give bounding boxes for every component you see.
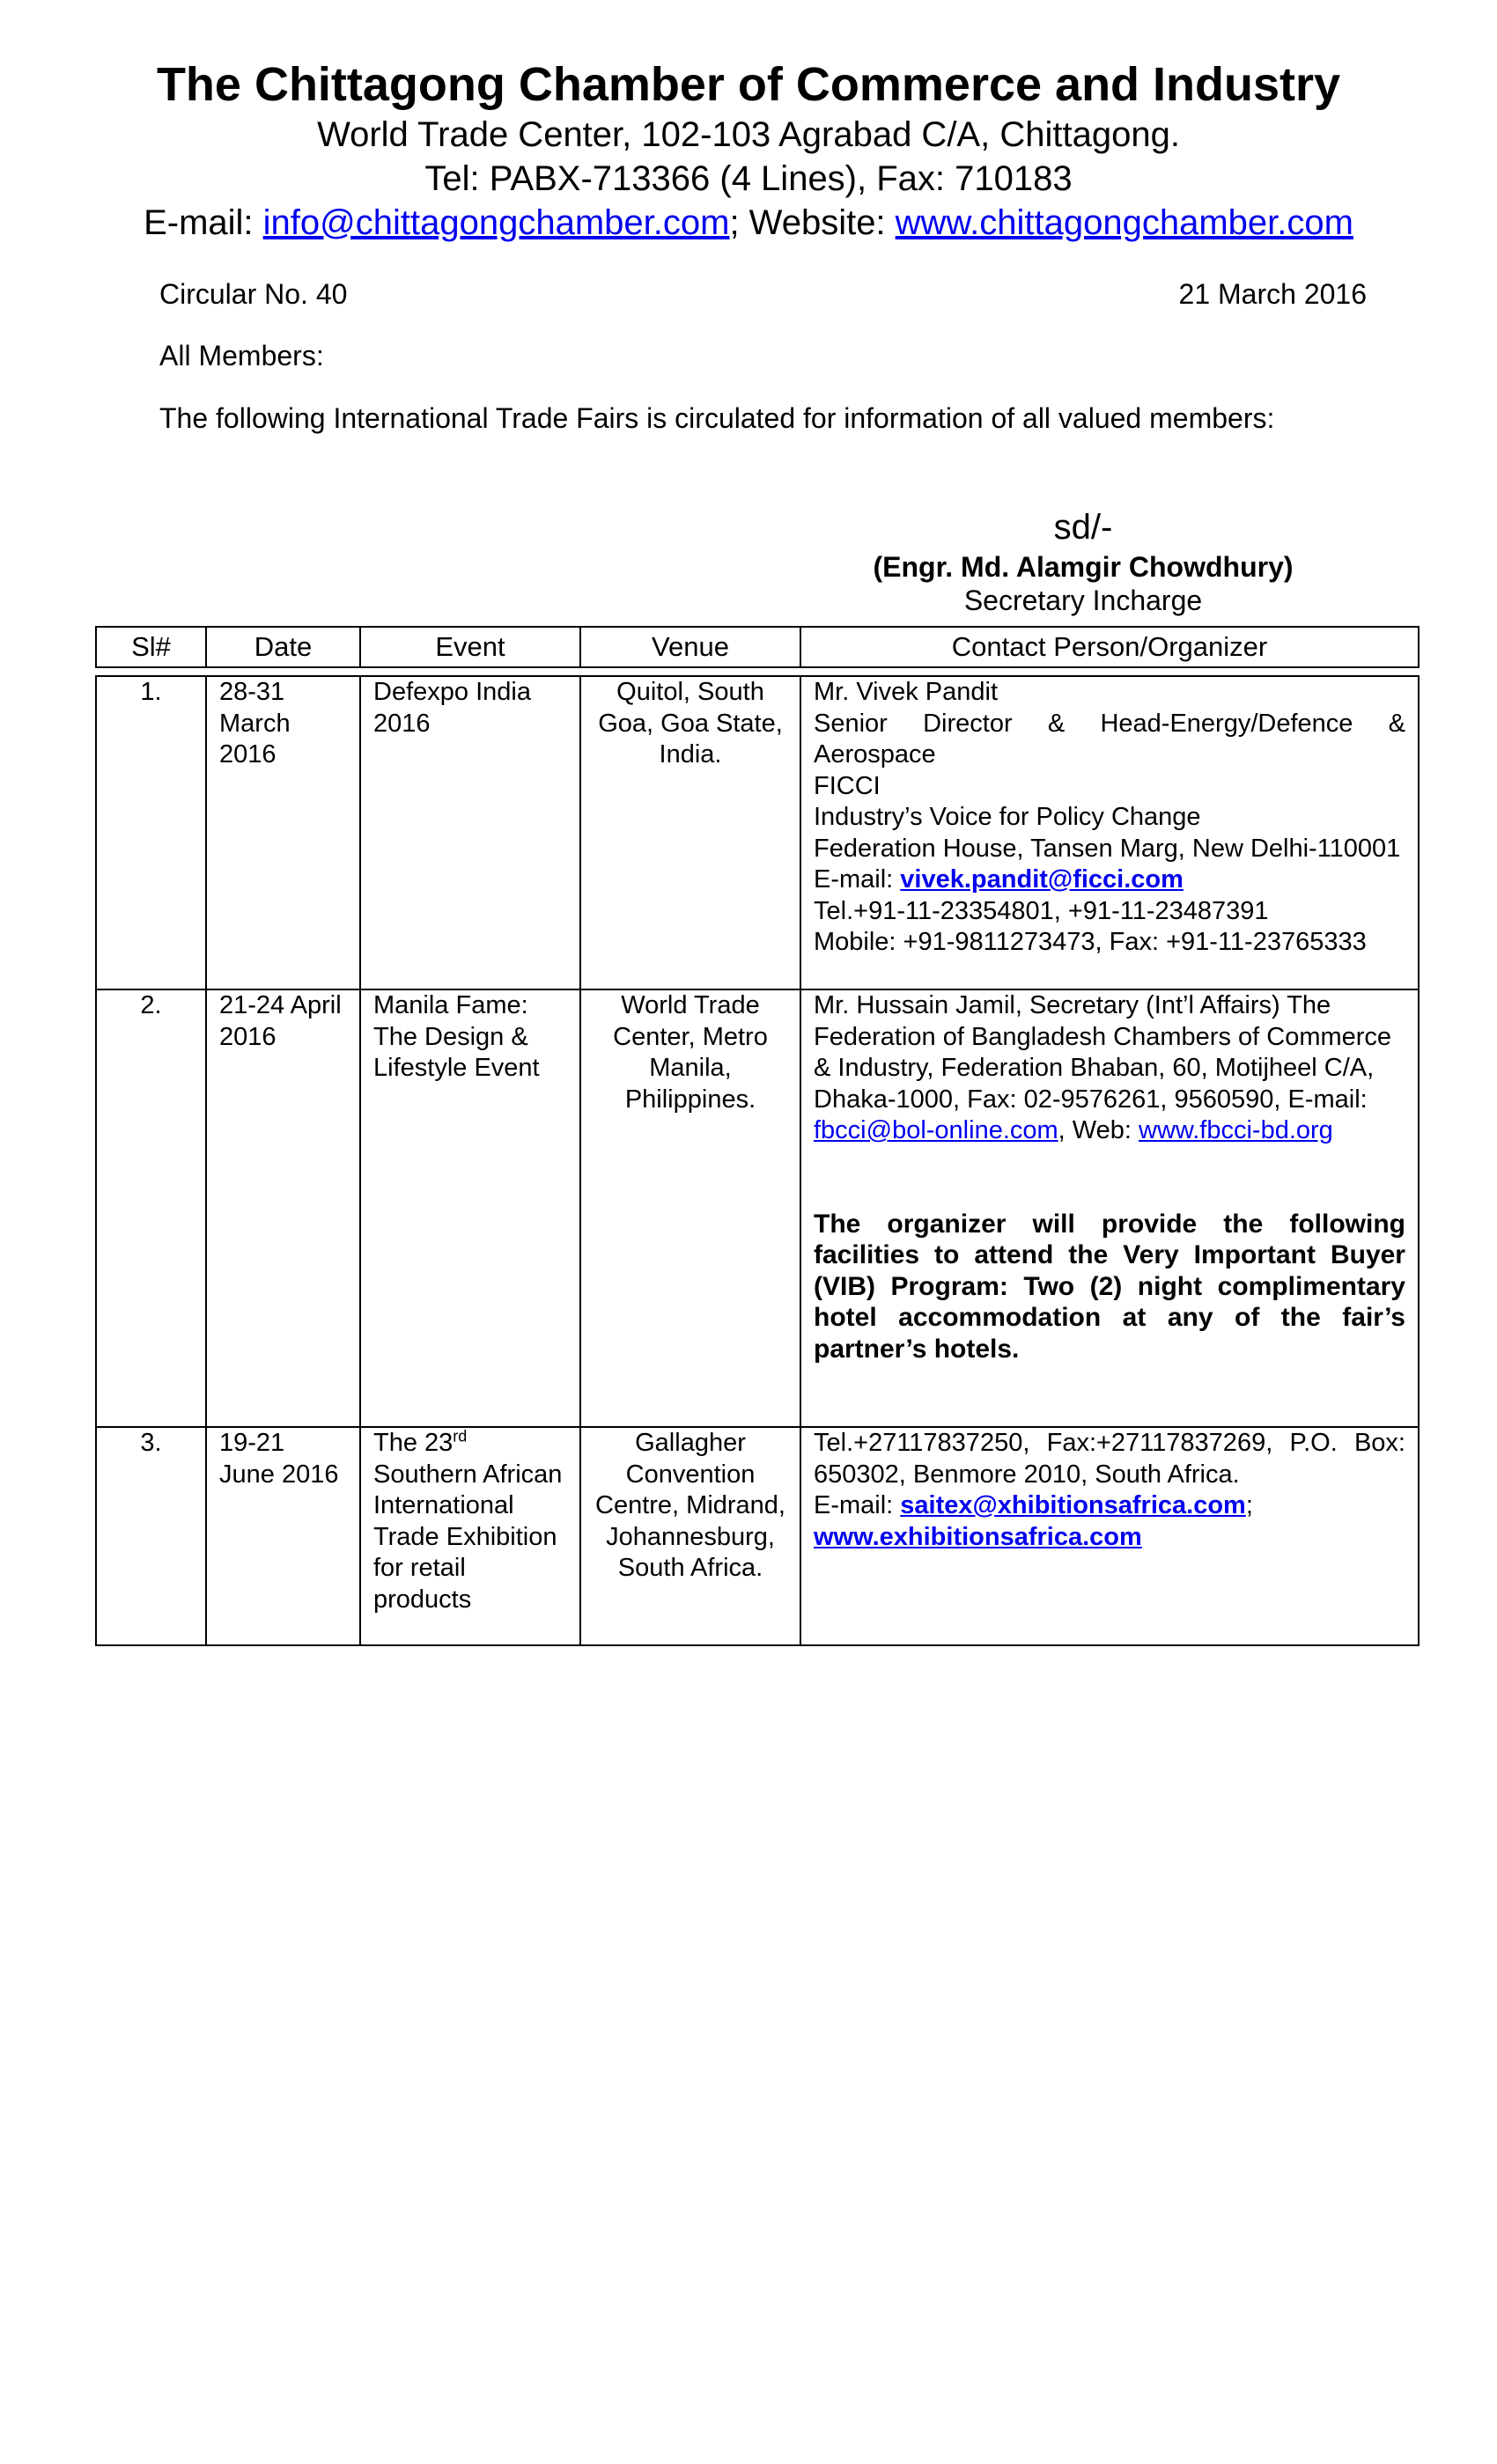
row-event — [360, 1427, 580, 1645]
signatory-name: (Engr. Md. Alamgir Chowdhury) — [873, 551, 1294, 583]
signatory-title: Secretary Incharge — [963, 585, 1203, 616]
contact-email-line — [814, 1490, 1405, 1522]
email-label: E-mail: — [814, 865, 901, 894]
contact-name: Mr. Vivek Pandit — [814, 678, 999, 706]
row-sl: 1. — [96, 676, 206, 989]
table-row — [96, 1427, 1419, 1645]
header-venue: Venue — [580, 627, 800, 667]
organization-phone: Tel: PABX-713366 (4 Lines), Fax: 710183 — [424, 159, 1073, 198]
contact-email-link[interactable]: saitex@xhibitionsafrica.com — [900, 1491, 1246, 1519]
website-label: ; Website: — [729, 203, 896, 242]
circular-number: Circular No. 40 — [159, 278, 348, 310]
contact-tel: Tel.+91-11-23354801, +91-11-23487391 — [814, 896, 1269, 925]
row-venue: Quitol, South Goa, Goa State, India. — [580, 676, 800, 989]
circular-date: 21 March 2016 — [1178, 278, 1367, 310]
header-contact: Contact Person/Organizer — [800, 627, 1419, 667]
event-rest: Southern African International Trade Exhibition for retail products — [373, 1460, 563, 1614]
row-sl: 3. — [96, 1427, 206, 1645]
row-event: Defexpo India 2016 — [360, 676, 580, 989]
row-contact — [800, 989, 1419, 1427]
row-contact — [800, 1427, 1419, 1645]
row-venue: Gallagher Convention Centre, Midrand, Johannesburg, South Africa. — [580, 1427, 800, 1645]
signature-mark: sd/- — [1053, 508, 1113, 547]
contact-email-line — [814, 864, 1405, 896]
contact-email-link[interactable]: fbcci@bol-online.com — [814, 1116, 1058, 1144]
email-label: E-mail: — [144, 203, 263, 242]
intro-text: The following International Trade Fairs is circulated for information of all valued members: — [159, 402, 1275, 434]
organization-name: The Chittagong Chamber of Commerce and Industry — [156, 58, 1341, 111]
organization-address: World Trade Center, 102-103 Agrabad C/A, Chittagong. — [317, 115, 1180, 154]
table-row — [96, 676, 1419, 989]
trade-fairs-table — [95, 626, 1420, 1646]
table-header-row — [96, 627, 1419, 667]
row-date: 21-24 April 2016 — [206, 989, 360, 1427]
row-date: 19-21 June 2016 — [206, 1427, 360, 1645]
row-sl: 2. — [96, 989, 206, 1427]
row-date: 28-31 March 2016 — [206, 676, 360, 989]
contact-text: Mr. Hussain Jamil, Secretary (Int’l Affairs) The Federation of Bangladesh Chambers of Commerce & Industry, Federation Bhaban, 60, Motijheel C/A, Dhaka-1000, Fax: 02-9576261, 9560590, E-mail: — [814, 991, 1392, 1114]
contact-web-link[interactable]: www.fbcci-bd.org — [1139, 1116, 1333, 1144]
contact-tagline: Industry’s Voice for Policy Change — [814, 803, 1201, 831]
row-event: Manila Fame: The Design & Lifestyle Event — [360, 989, 580, 1427]
salutation: All Members: — [159, 340, 324, 371]
email-link[interactable]: info@chittagongchamber.com — [262, 203, 730, 242]
contact-web-link[interactable]: www.exhibitionsafrica.com — [814, 1522, 1142, 1551]
contact-address: Federation House, Tansen Marg, New Delhi-110001 — [814, 834, 1401, 863]
event-superscript: rd — [453, 1427, 468, 1445]
header-event: Event — [360, 627, 580, 667]
header-date: Date — [206, 627, 360, 667]
website-link[interactable]: www.chittagongchamber.com — [895, 203, 1353, 242]
organizer-note: The organizer will provide the following facilities to attend the Very Important Buyer (VIB) Program: Two (2) night complimentary hotel accommodation at any of the fair’s partner’s hotels. — [814, 1209, 1405, 1364]
contact-org: FICCI — [814, 771, 881, 800]
row-venue: World Trade Center, Metro Manila, Philippines. — [580, 989, 800, 1427]
email-label: E-mail: — [814, 1491, 901, 1519]
row-contact — [800, 676, 1419, 989]
contact-text: Tel.+27117837250, Fax:+27117837269, P.O. Box: 650302, Benmore 2010, South Africa. — [814, 1429, 1405, 1489]
separator: ; — [1245, 1491, 1253, 1519]
contact-email-link[interactable]: vivek.pandit@ficci.com — [900, 865, 1184, 894]
web-label: , Web: — [1058, 1116, 1139, 1144]
header-sl: Sl# — [96, 627, 206, 667]
contact-mobile: Mobile: +91-9811273473, Fax: +91-11-23765333 — [814, 928, 1367, 956]
contact-role: Senior Director & Head-Energy/Defence & Aerospace — [814, 709, 1405, 769]
event-prefix: The 23 — [373, 1429, 454, 1457]
organization-contact-line — [0, 201, 1497, 245]
table-row — [96, 989, 1419, 1427]
